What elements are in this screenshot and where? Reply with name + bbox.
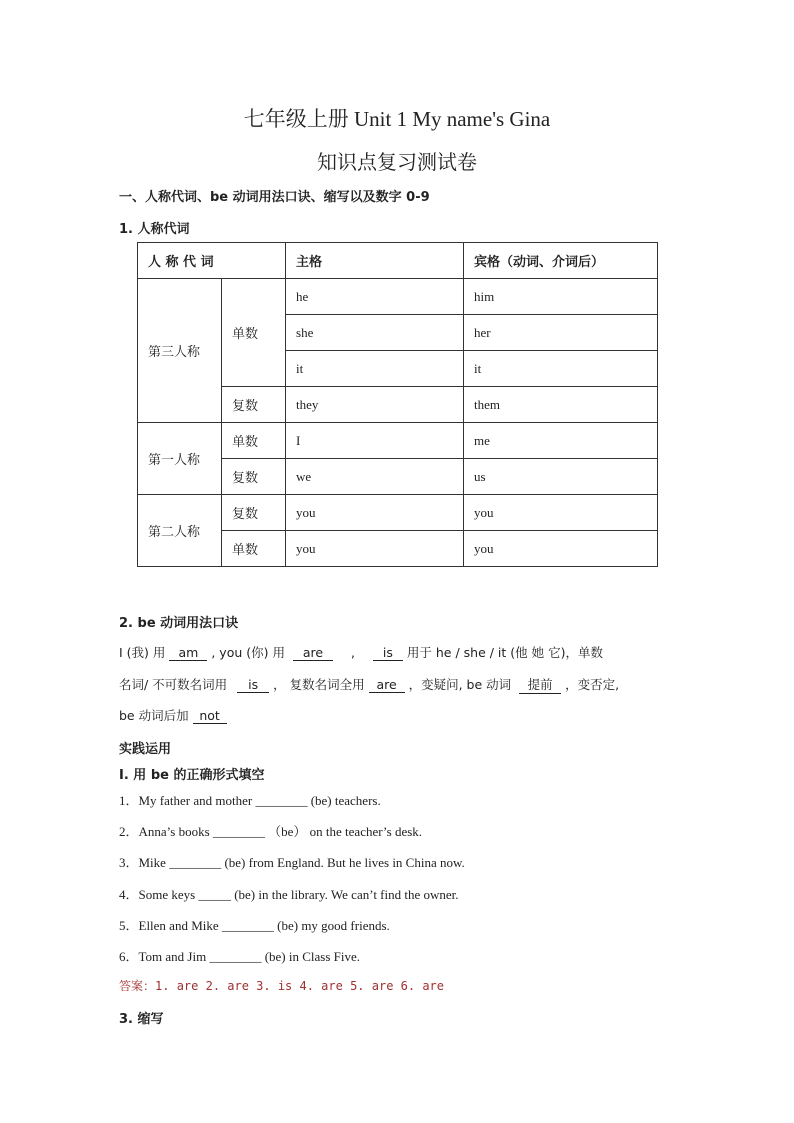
object-cell: me (464, 423, 658, 459)
rhyme-line-1 (119, 643, 603, 661)
object-cell: her (464, 315, 658, 351)
group-second-person: 第二人称 (138, 495, 222, 567)
rhyme-text: be 动词后加 (119, 708, 189, 723)
pronoun-table (137, 242, 658, 567)
answer-key (119, 977, 444, 994)
object-cell: us (464, 459, 658, 495)
subject-cell: they (286, 387, 464, 423)
abbreviation-heading: 3. 缩写 (119, 1012, 164, 1027)
rhyme-text: 用于 he / she / it (他 她 它)，单数 (406, 645, 603, 660)
object-cell: you (464, 531, 658, 567)
exercise-heading: I. 用 be 的正确形式填空 (119, 768, 265, 783)
object-cell: you (464, 495, 658, 531)
rhyme-text: , you (你) 用 (211, 645, 285, 660)
rhyme-text: , (350, 645, 355, 660)
exercise-item: 3．Mike ________ (be) from England. But he lives in China now. (119, 855, 465, 870)
subject-cell: we (286, 459, 464, 495)
number-cell: 复数 (222, 495, 286, 531)
answer-label: 答案： (119, 979, 156, 993)
exercise-item: 1．My father and mother ________ (be) teachers. (119, 793, 381, 808)
rhyme-text: ，变否定, (565, 677, 620, 692)
object-cell: them (464, 387, 658, 423)
table-header-row (138, 243, 658, 279)
rhyme-text: I (我) 用 (119, 645, 166, 660)
section-1-heading: 一、人称代词、be 动词用法口诀、缩写以及数字 0-9 (119, 190, 430, 205)
subject-cell: I (286, 423, 464, 459)
practice-heading: 实践运用 (119, 742, 172, 757)
number-cell: 复数 (222, 387, 286, 423)
group-third-person: 第三人称 (138, 279, 222, 423)
answer-blank: is (373, 645, 403, 661)
group-first-person: 第一人称 (138, 423, 222, 495)
rhyme-line-3 (119, 706, 227, 724)
exercise-item: 6．Tom and Jim ________ (be) in Class Five. (119, 949, 361, 964)
rhyme-text: 名词/ 不可数名词用 (119, 677, 228, 692)
table-row (138, 279, 658, 315)
rhyme-text: ， 复数名词全用 (273, 677, 365, 692)
rhyme-text: ，变疑问, be 动词 (408, 677, 512, 692)
document-title: 七年级上册 Unit 1 My name's Gina (243, 107, 551, 131)
answer-blank: not (193, 708, 227, 724)
exercise-item: 5．Ellen and Mike ________ (be) my good friends. (119, 918, 390, 933)
number-cell: 单数 (222, 423, 286, 459)
answer-blank: are (293, 645, 333, 661)
answer-blank: is (237, 677, 269, 693)
object-cell: it (464, 351, 658, 387)
subject-cell: you (286, 531, 464, 567)
exercise-item: 2．Anna’s books ________ （be） on the teacher’s desk. (119, 824, 423, 839)
answer-values: 1. are 2. are 3. is 4. are 5. are 6. are (155, 979, 444, 993)
subject-cell: she (286, 315, 464, 351)
object-cell: him (464, 279, 658, 315)
number-cell: 单数 (222, 279, 286, 387)
subject-cell: it (286, 351, 464, 387)
header-pronoun: 人 称 代 词 (138, 243, 286, 279)
be-verb-heading: 2. be 动词用法口诀 (119, 616, 239, 631)
answer-blank: am (169, 645, 207, 661)
table-row (138, 423, 658, 459)
table-row (138, 495, 658, 531)
pronoun-heading: 1. 人称代词 (119, 222, 190, 237)
subject-cell: he (286, 279, 464, 315)
document-subtitle: 知识点复习测试卷 (317, 152, 477, 174)
subject-cell: you (286, 495, 464, 531)
header-object: 宾格（动词、介词后） (464, 243, 658, 279)
number-cell: 复数 (222, 459, 286, 495)
number-cell: 单数 (222, 531, 286, 567)
header-subject: 主格 (286, 243, 464, 279)
exercise-item: 4．Some keys _____ (be) in the library. We can’t find the owner. (119, 887, 459, 902)
answer-blank: 提前 (519, 675, 561, 694)
answer-blank: are (369, 677, 405, 693)
rhyme-line-2 (119, 675, 619, 694)
